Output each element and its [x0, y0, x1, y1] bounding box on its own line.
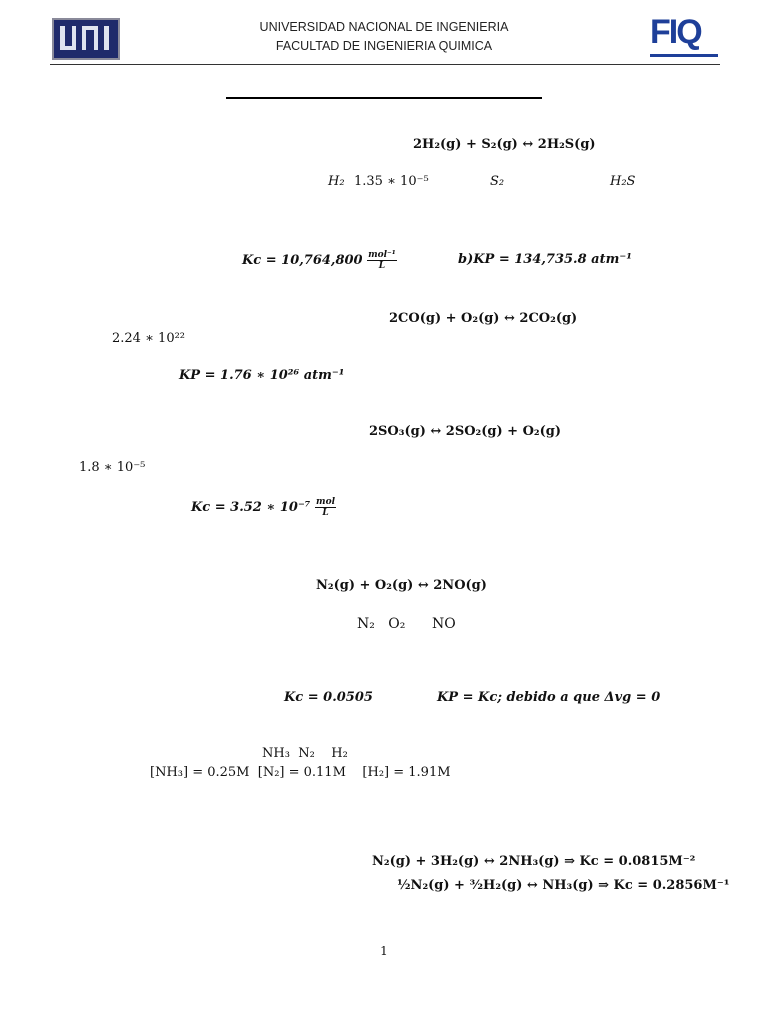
p1-given-h2-label: H₂: [328, 174, 345, 189]
page-header: [0, 0, 768, 70]
p5-concentrations: [NH₃] = 0.25M [N₂] = 0.11M [H₂] = 1.91M: [150, 765, 451, 780]
p4-reaction: N₂(g) + O₂(g) ↔ 2NO(g): [316, 578, 487, 593]
header-rule: [50, 64, 720, 65]
p1-answer-b: b)KP = 134,735.8 atm⁻¹: [458, 252, 632, 267]
p3-answer: [191, 497, 336, 518]
p5-equation-2: ½N₂(g) + ³⁄₂H₂(g) ↔ NH₃(g) ⇒ Kc = 0.2856M⁻¹: [397, 878, 730, 893]
page-number: 1: [380, 944, 388, 958]
p4-answer-kc: Kc = 0.0505: [284, 690, 373, 705]
p2-given: 2.24 ∗ 10²²: [112, 331, 186, 346]
p3-reaction: 2SO₃(g) ↔ 2SO₂(g) + O₂(g): [369, 424, 561, 439]
p1-answer-a: [242, 250, 397, 271]
p2-answer: KP = 1.76 ∗ 10²⁶ atm⁻¹: [179, 368, 345, 383]
fiq-logo-text: FIQ: [650, 13, 701, 51]
p3-answer-prefix: Kc = 3.52 ∗ 10⁻⁷: [191, 500, 311, 515]
fiq-logo: [650, 14, 718, 60]
p3-answer-num: mol: [316, 497, 335, 507]
p3-answer-den: L: [322, 508, 329, 518]
p1-answer-a-prefix: Kc = 10,764,800: [242, 253, 363, 268]
p1-given-h2s: H₂S: [610, 174, 636, 189]
p3-given: 1.8 ∗ 10⁻⁵: [79, 460, 146, 475]
p1-reaction: 2H₂(g) + S₂(g) ↔ 2H₂S(g): [413, 137, 596, 152]
p4-answer-kp: KP = Kc; debido a que Δvg = 0: [437, 690, 661, 705]
p1-given-s2: S₂: [490, 174, 505, 189]
p1-given-h2-value: 1.35 ∗ 10⁻⁵: [354, 174, 429, 189]
p5-species: NH₃ N₂ H₂: [262, 746, 348, 761]
faculty-name: FACULTAD DE INGENIERIA QUIMICA: [275, 39, 493, 53]
university-name: UNIVERSIDAD NACIONAL DE INGENIERIA: [259, 20, 509, 34]
title-rule: [226, 97, 542, 99]
p5-equation-1: N₂(g) + 3H₂(g) ↔ 2NH₃(g) ⇒ Kc = 0.0815M⁻²: [372, 854, 696, 869]
p4-species: N₂ O₂ NO: [357, 616, 456, 632]
p1-answer-a-den: L: [378, 261, 386, 271]
p1-answer-a-num: mol⁻¹: [368, 250, 396, 260]
p2-reaction: 2CO(g) + O₂(g) ↔ 2CO₂(g): [389, 311, 578, 326]
